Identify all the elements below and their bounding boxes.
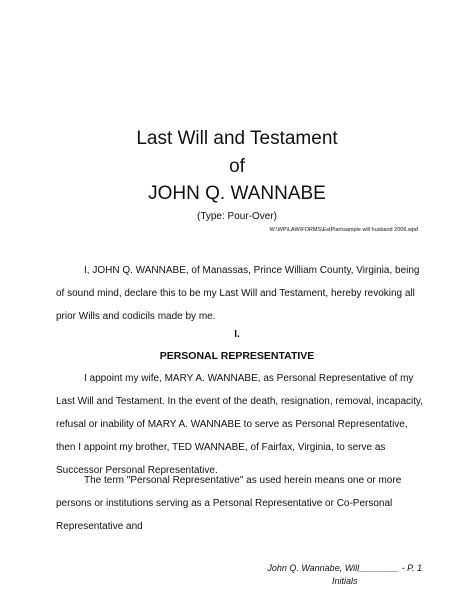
- subtitle: (Type: Pour-Over): [196, 211, 278, 222]
- footer-initials-label: Initials: [332, 576, 358, 586]
- title-line-3: JOHN Q. WANNABE: [148, 183, 326, 204]
- footer-page-label: John Q. Wannabe, Will________ - P. 1: [267, 563, 422, 573]
- title-line-1: Last Will and Testament: [136, 128, 338, 149]
- paragraph-definition: [56, 469, 428, 538]
- file-path: W:\WP\LAW\FORMS\EstPlan\sample will husband 2006.wpd: [269, 227, 418, 233]
- paragraph-appointment-text: I appoint my wife, MARY A. WANNABE, as Personal Representative of my Last Will and Testament. In the event of the death, resignation, removal, incapacity, refusal or inability of MARY A. WANNABE to serve as Personal Representative, then I appoint my brother, TED WANNABE, of Fairfax, Virginia, to serve as Successor Personal Representative.: [56, 373, 424, 476]
- paragraph-appointment: [56, 367, 428, 482]
- paragraph-definition-text: The term "Personal Representative" as used herein means one or more persons or institutions serving as a Personal Representative or Co-Personal Representative and: [56, 475, 402, 532]
- section-title: PERSONAL REPRESENTATIVE: [159, 350, 315, 362]
- paragraph-intro-text: I, JOHN Q. WANNABE, of Manassas, Prince William County, Virginia, being of sound mind, declare this to be my Last Will and Testament, hereby revoking all prior Wills and codicils made by me.: [56, 265, 420, 322]
- section-number: I.: [234, 329, 240, 340]
- title-line-2: of: [229, 156, 245, 177]
- paragraph-intro: [56, 259, 428, 328]
